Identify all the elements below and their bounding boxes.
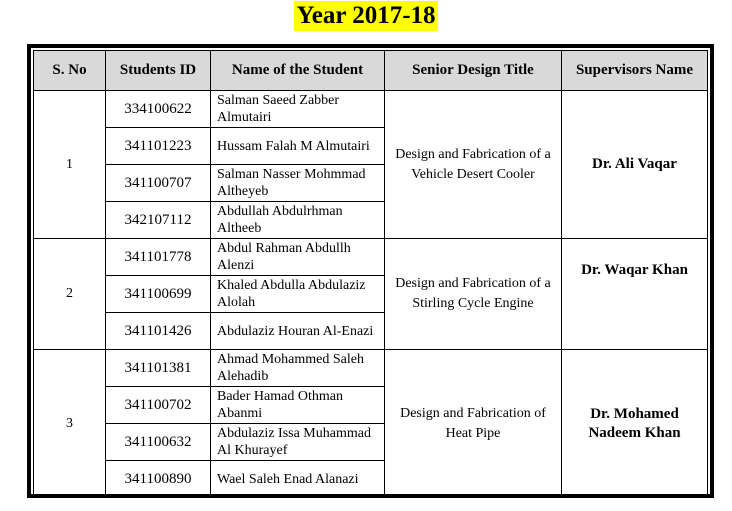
header-sno: S. No [34, 51, 106, 91]
student-name: Ahmad Mohammed Saleh Alehadib [211, 350, 385, 387]
header-supervisor: Supervisors Name [562, 51, 708, 91]
student-id: 341100632 [106, 424, 211, 461]
serial-number: 2 [34, 239, 106, 350]
student-id: 341101778 [106, 239, 211, 276]
design-title: Design and Fabrication of a Stirling Cycle Engine [385, 239, 562, 350]
student-name: Abdulaziz Houran Al-Enazi [211, 313, 385, 350]
table-frame [27, 44, 714, 498]
student-id: 341100702 [106, 387, 211, 424]
student-id: 341100707 [106, 165, 211, 202]
page-title: Year 2017-18 [296, 2, 436, 29]
serial-number: 3 [34, 350, 106, 498]
header-design-title: Senior Design Title [385, 51, 562, 91]
student-id: 341101223 [106, 128, 211, 165]
student-id: 341101381 [106, 350, 211, 387]
student-name: Abdul Rahman Abdullh Alenzi [211, 239, 385, 276]
header-student-name: Name of the Student [211, 51, 385, 91]
table-row [34, 239, 708, 276]
table-row [34, 350, 708, 387]
header-students-id: Students ID [106, 51, 211, 91]
design-title: Design and Fabrication of a Vehicle Desert Cooler [385, 91, 562, 239]
student-name: Abdulaziz Issa Muhammad Al Khurayef [211, 424, 385, 461]
serial-number: 1 [34, 91, 106, 239]
table-row [34, 91, 708, 128]
student-name: Hussam Falah M Almutairi [211, 128, 385, 165]
supervisor-name: Dr. Mohamed Nadeem Khan [562, 350, 708, 498]
supervisor-name: Dr. Waqar Khan [562, 239, 708, 350]
title-wrap [0, 0, 732, 31]
student-name: Salman Nasser Mohmmad Altheyeb [211, 165, 385, 202]
supervisor-name: Dr. Ali Vaqar [562, 91, 708, 239]
student-id: 341101426 [106, 313, 211, 350]
projects-table [33, 50, 708, 498]
design-title: Design and Fabrication of Heat Pipe [385, 350, 562, 498]
student-id: 342107112 [106, 202, 211, 239]
student-id: 341100890 [106, 461, 211, 498]
student-name: Salman Saeed Zabber Almutairi [211, 91, 385, 128]
student-name: Wael Saleh Enad Alanazi [211, 461, 385, 498]
student-name: Khaled Abdulla Abdulaziz Alolah [211, 276, 385, 313]
student-id: 341100699 [106, 276, 211, 313]
student-name: Abdullah Abdulrhman Altheeb [211, 202, 385, 239]
student-name: Bader Hamad Othman Abanmi [211, 387, 385, 424]
student-id: 334100622 [106, 91, 211, 128]
header-row [34, 51, 708, 91]
